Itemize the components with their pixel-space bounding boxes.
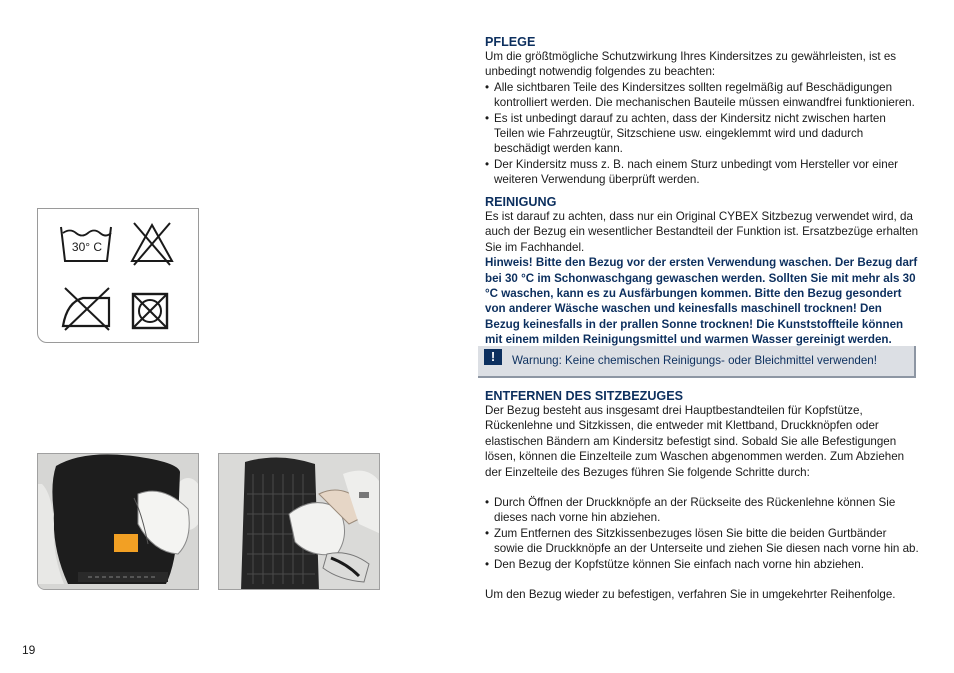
list-item: • Alle sichtbaren Teile des Kindersitzes sollten regelmäßig auf Beschädigungen kontrolliert werden. Die mechanischen Bauteile müssen einwandfrei funktionieren. <box>485 80 919 111</box>
wash-30-icon <box>59 221 115 267</box>
list-item: • Durch Öffnen der Druckknöpfe an der Rückseite des Rückenlehne können Sie dieses nach vorne hin abziehen. <box>485 495 919 526</box>
entfernen-outro: Um den Bezug wieder zu befestigen, verfahren Sie in umgekehrter Reihenfolge. <box>485 588 896 602</box>
warning-icon: ! <box>484 349 502 365</box>
reinigung-heading: REINIGUNG <box>485 195 557 209</box>
list-item: • Zum Entfernen des Sitzkissenbezuges lösen Sie bitte die beiden Gurtbänder sowie die Druckknöpfe an der Unterseite und ziehen Sie diesen nach vorne hin ab. <box>485 526 919 557</box>
care-symbols-box <box>37 208 199 343</box>
seat-cover-photo-2 <box>218 453 380 590</box>
entfernen-section <box>485 389 919 602</box>
list-item: • Es ist unbedingt darauf zu achten, dass der Kindersitz nicht zwischen harten Teilen wie Fahrzeugtür, Sitzschiene usw. eingeklemmt wird und dadurch beschädigt werden kann. <box>485 111 919 157</box>
entfernen-list <box>485 495 919 572</box>
pflege-list <box>485 80 919 188</box>
seat-cover-removal-photo-2 <box>219 454 380 590</box>
warning-text: Warnung: Keine chemischen Reinigungs- oder Bleichmittel verwenden! <box>512 354 877 367</box>
list-item: • Den Bezug der Kopfstütze können Sie einfach nach vorne hin abziehen. <box>485 557 919 572</box>
pflege-heading: PFLEGE <box>485 35 536 49</box>
pflege-intro: Um die größtmögliche Schutzwirkung Ihres Kindersitzes zu gewährleisten, ist es unbedingt notwendig folgendes zu beachten: <box>485 50 897 79</box>
reinigung-text: Es ist darauf zu achten, dass nur ein Original CYBEX Sitzbezug verwendet wird, da auch der Bezug ein wesentlicher Bestandteil der Funktion ist. Ersatzbezüge erhalten Sie im Fachhandel. <box>485 210 919 254</box>
reinigung-section <box>485 195 919 348</box>
list-item: • Der Kindersitz muss z. B. nach einem Sturz unbedingt vom Hersteller vor einer weiteren Verwendung überprüft werden. <box>485 157 919 188</box>
no-iron-icon <box>59 284 115 332</box>
no-tumble-dry-icon <box>130 291 170 331</box>
warning-box <box>478 346 916 378</box>
wash-temperature-label: 30° C <box>71 240 103 254</box>
no-bleach-icon <box>128 221 176 267</box>
page-number: 19 <box>22 643 36 657</box>
pflege-section <box>485 35 919 188</box>
seat-cover-removal-photo-1 <box>38 454 199 590</box>
entfernen-intro: Der Bezug besteht aus insgesamt drei Hauptbestandteilen für Kopfstütze, Rückenlehne und Sitzkissen, die entweder mit Klettband, Druckknöpfen oder elastischen Bändern am Kindersitz befestigt sind. Sobald Sie alle Befestigungen lösen, können die Einzelteile zum Waschen abgenommen werden. Zum Abziehen der Einzelteile des Bezuges führen Sie folgende Schritte durch: <box>485 404 905 479</box>
entfernen-heading: ENTFERNEN DES SITZBEZUGES <box>485 389 684 403</box>
seat-cover-photo-1 <box>37 453 199 590</box>
reinigung-hinweis: Hinweis! Bitte den Bezug vor der ersten Verwendung waschen. Der Bezug darf bei 30 °C im Schonwaschgang gewaschen werden. Sollten Sie mit mehr als 30 °C waschen, kann es zu Ausfärbungen kommen. Bitte den Bezug gesondert von anderer Wäsche waschen und keinesfalls maschinell trocknen! Den Bezug keinesfalls in der prallen Sonne trocknen! Die Kunststoffteile können mit einem milden Reinigungsmittel und warmen Wasser gereinigt werden. <box>485 256 918 347</box>
